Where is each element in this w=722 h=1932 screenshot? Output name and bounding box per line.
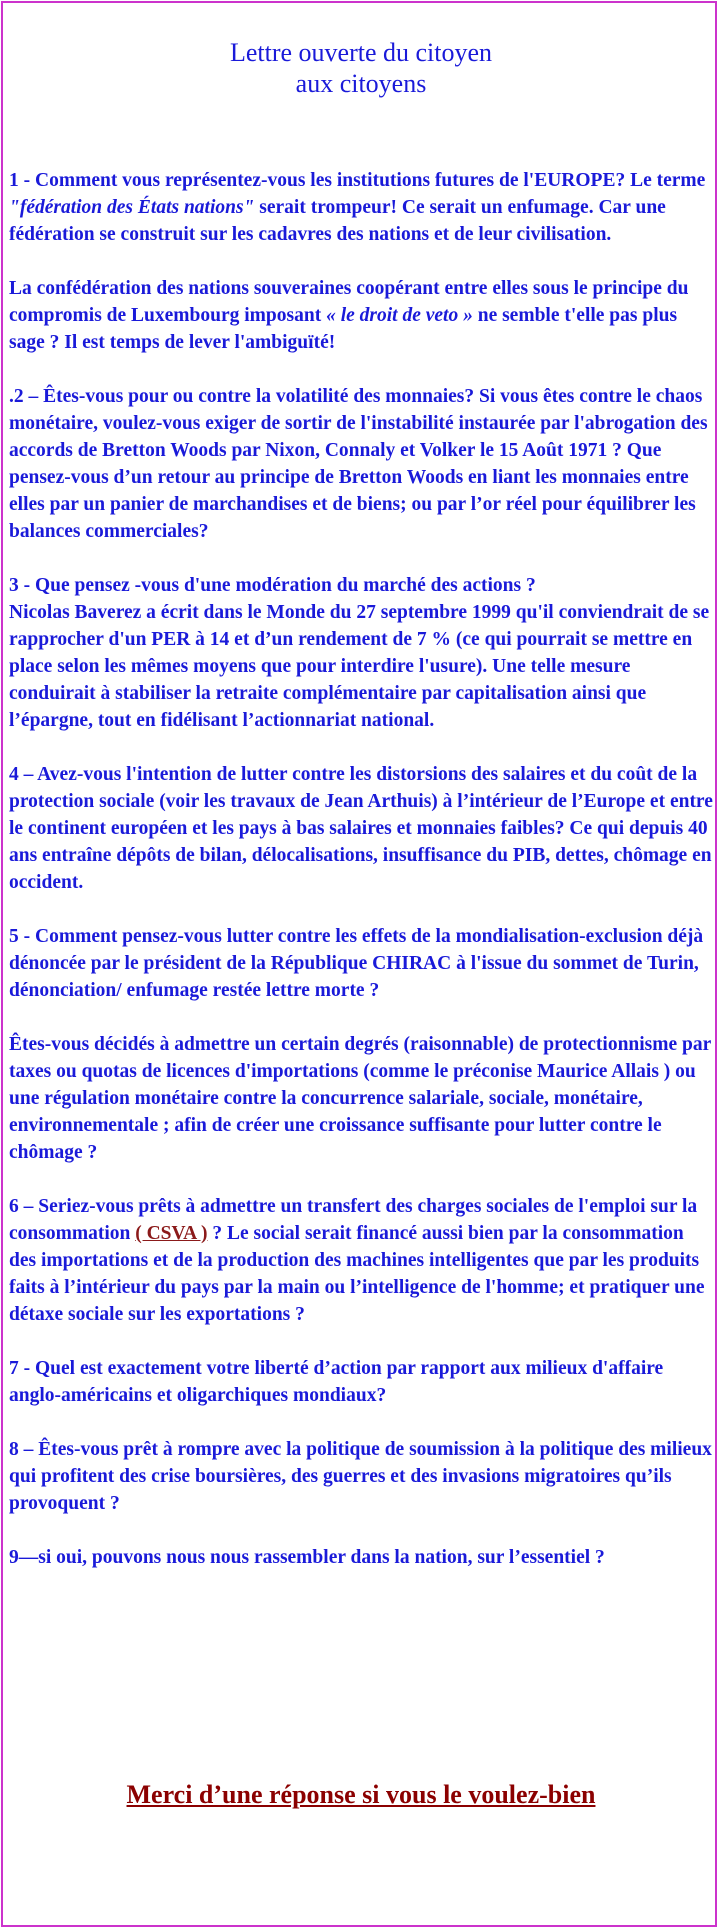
closing-line: Merci d’une réponse si vous le voulez-bien	[126, 1780, 596, 1809]
paragraph-5: 5 - Comment pensez-vous lutter contre les effets de la mondialisation-exclusion déjà dénoncée par le président de la République CHIRAC à l'issue du sommet de Turin, dénonciation/ enfumage restée lettre morte ?	[9, 926, 704, 1001]
paragraph-3: 3 - Que pensez -vous d'une modération du marché des actions ? Nicolas Baverez a écrit dans le Monde du 27 septembre 1999 qu'il conviendrait de se rapprocher d'un PER à 14 et d’un rendement de 7 % (ce qui pourrait se mettre en place selon les mêmes moyens que pour interdire l'usure). Une telle mesure conduirait à stabiliser la retraite complémentaire par capitalisation ainsi que l’épargne, tout en fidélisant l’actionnariat national.	[9, 575, 710, 731]
csva-link[interactable]: ( CSVA )	[135, 1223, 208, 1244]
title-line-2: aux citoyens	[295, 69, 427, 98]
letter-body	[9, 167, 715, 1571]
paragraph-1: 1 - Comment vous représentez-vous les institutions futures de l'EUROPE? Le terme "fédération des États nations" serait trompeur! Ce serait un enfumage. Car une fédération se construit sur les cadavres des nations et de leur civilisation.	[9, 170, 706, 245]
paragraph-4: 4 – Avez-vous l'intention de lutter contre les distorsions des salaires et du coût de la protection sociale (voir les travaux de Jean Arthuis) à l’intérieur de l’Europe et entre le continent européen et les pays à bas salaires et monnaies faibles? Ce qui depuis 40 ans entraîne dépôts de bilan, délocalisations, insuffisance du PIB, dettes, chômage en occident.	[9, 764, 713, 893]
title-line-1: Lettre ouverte du citoyen	[229, 38, 493, 67]
paragraph-1b: La confédération des nations souveraines coopérant entre elles sous le principe du compromis de Luxembourg imposant « le droit de veto » ne semble t'elle pas plus sage ? Il est temps de lever l'ambiguïté!	[9, 278, 689, 353]
paragraph-9: 9—si oui, pouvons nous nous rassembler dans la nation, sur l’essentiel ?	[9, 1547, 605, 1568]
letter-frame	[1, 1, 717, 1927]
paragraph-2: .2 – Êtes-vous pour ou contre la volatilité des monnaies? Si vous êtes contre le chaos monétaire, voulez-vous exiger de sortir de l'instabilité instaurée par l'abrogation des accords de Bretton Woods par Nixon, Connaly et Volker le 15 Août 1971 ? Que pensez-vous d’un retour au principe de Bretton Woods en liant les monnaies entre elles par un panier de marchandises et de biens; ou par l’or réel pour équilibrer les balances commerciales?	[9, 386, 708, 542]
paragraph-7: 7 - Quel est exactement votre liberté d’action par rapport aux milieux d'affaire anglo-américains et oligarchiques mondiaux?	[9, 1358, 664, 1406]
paragraph-8: 8 – Êtes-vous prêt à rompre avec la politique de soumission à la politique des milieux qui profitent des crise boursières, des guerres et des invasions migratoires qu’ils provoquent ?	[9, 1439, 712, 1514]
paragraph-5b: Êtes-vous décidés à admettre un certain degrés (raisonnable) de protectionnisme par taxes ou quotas de licences d'importations (comme le préconise Maurice Allais ) ou une régulation monétaire contre la concurrence salariale, sociale, monétaire, environnementale ; afin de créer une croissance suffisante pour lutter contre le chômage ?	[9, 1034, 711, 1163]
paragraph-6: 6 – Seriez-vous prêts à admettre un transfert des charges sociales de l'emploi sur la consommation ( CSVA ) ? Le social serait financé aussi bien par la consommation des importations et de la production des machines intelligentes que par les produits faits à l’intérieur du pays par la main ou l’intelligence de l'homme; et pratiquer une détaxe sociale sur les exportations ?	[9, 1196, 705, 1325]
